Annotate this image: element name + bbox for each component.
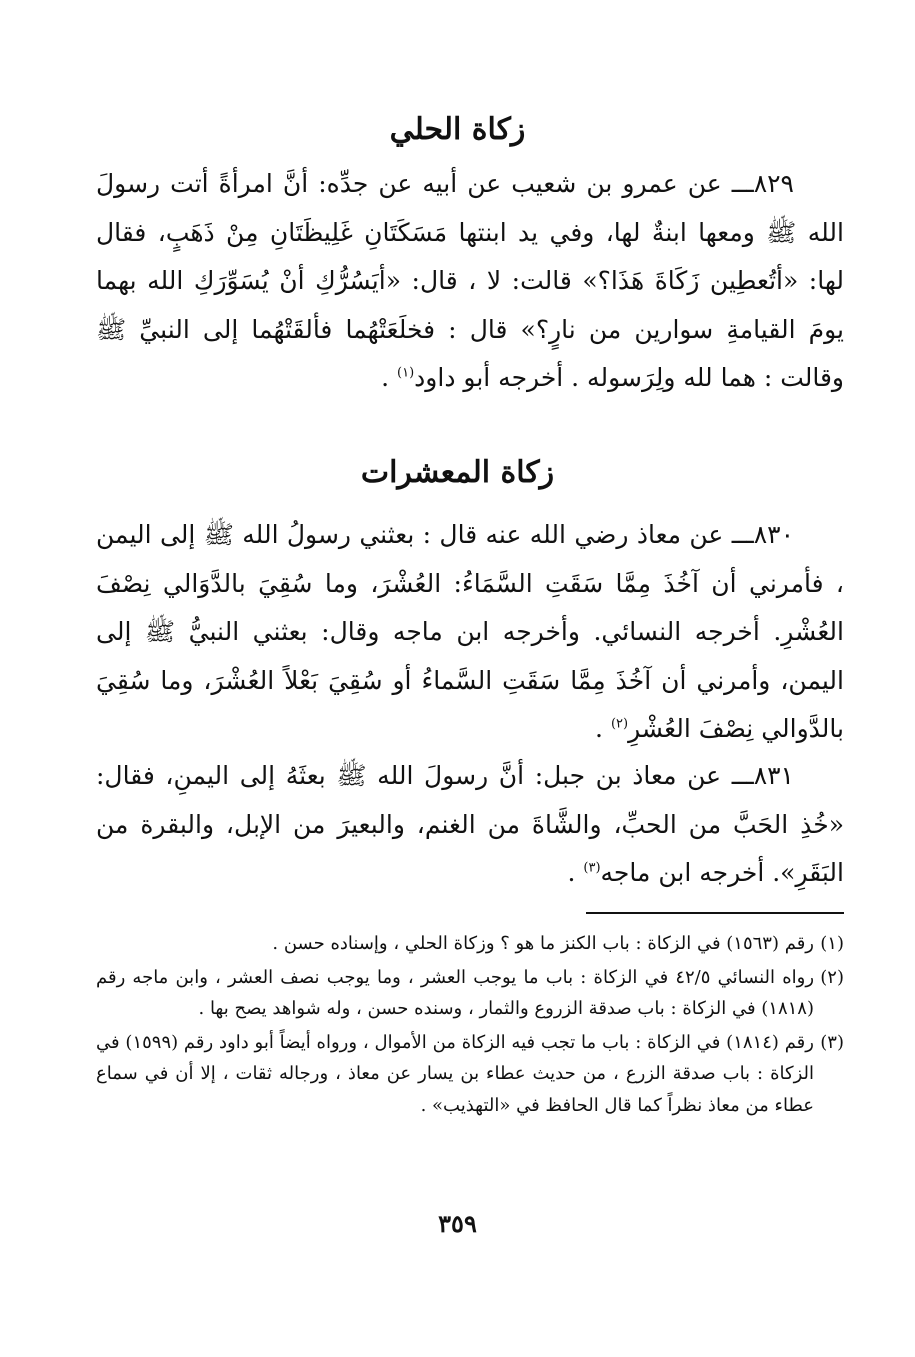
footnote-text: رواه النسائي ٤٢/٥ في الزكاة : باب ما يوجب العشر ، وما يوجب نصف العشر ، وابن ماجه رقم (١٨١٨) في الزكاة : باب صدقة الزروع والثمار ، وسنده حسن ، وله شواهد يصح بها . bbox=[96, 966, 815, 1019]
hadith-number: ٨٣٠ـــ bbox=[731, 520, 795, 549]
footnote-divider bbox=[586, 912, 844, 914]
footnote-ref: (١) bbox=[397, 365, 415, 381]
footnotes bbox=[96, 928, 844, 1123]
hadith-number: ٨٢٩ـــ bbox=[731, 169, 794, 198]
footnote-number: (٣) bbox=[820, 1031, 844, 1053]
hadith-text: عن معاذ بن جبل: أنَّ رسولَ الله ﷺ بعثَهُ إلى اليمنِ، فقال: «خُذِ الحَبَّ من الحبِّ، والشَّاةَ من الغنم، والبعيرَ من الإبل، والبقرة من البَقَرِ». أخرجه ابن ماجه bbox=[96, 761, 844, 887]
footnote-number: (٢) bbox=[820, 966, 844, 988]
footnote-number: (١) bbox=[820, 933, 844, 954]
footnote-1 bbox=[96, 928, 844, 960]
footnote-text: رقم (١٨١٤) في الزكاة : باب ما تجب فيه الزكاة من الأموال ، ورواه أيضاً أبو داود رقم (١٥٩٩) في الزكاة : باب صدقة الزرع ، من حديث عطاء بن يسار عن معاذ ، ورجاله ثقات ، إلا أن في سماع عطاء من معاذ نظراً كما قال الحافظ في «التهذيب» . bbox=[96, 1031, 814, 1116]
footnote-3 bbox=[96, 1027, 844, 1122]
section-heading-jewelry-zakat: زكاة الحلي bbox=[389, 112, 526, 147]
hadith-end: . bbox=[595, 714, 611, 743]
page-number: ٣٥٩ bbox=[438, 1209, 477, 1238]
hadith-number: ٨٣١ـــ bbox=[731, 761, 794, 790]
hadith-end: . bbox=[381, 363, 398, 392]
section-heading-tithe-zakat: زكاة المعشرات bbox=[360, 455, 555, 490]
hadith-830 bbox=[96, 511, 844, 754]
footnote-2 bbox=[96, 962, 844, 1025]
hadith-829 bbox=[96, 160, 844, 403]
hadith-text: عن معاذ رضي الله عنه قال : بعثني رسولُ الله ﷺ إلى اليمن ، فأمرني أن آخُذَ مِمَّا سَقَتِ السَّمَاءُ: العُشْرَ، وما سُقِيَ بالدَّوَالي نِصْفَ العُشْرِ. أخرجه النسائي. وأخرجه ابن ماجه وقال: بعثني النبيُّ ﷺ إلى اليمن، وأمرني أن آخُذَ مِمَّا سَقَتِ السَّماءُ أو سُقِيَ بَعْلاً العُشْرَ، وما سُقِيَ بالدَّوالي نِصْفَ العُشْرِ bbox=[96, 520, 844, 743]
footnote-ref: (٣) bbox=[583, 860, 601, 876]
hadith-831 bbox=[96, 752, 844, 898]
hadith-end: . bbox=[567, 858, 584, 887]
footnote-ref: (٢) bbox=[610, 716, 629, 732]
hadith-text: عن عمرو بن شعيب عن أبيه عن جدِّه: أنَّ امرأةً أتت رسولَ الله ﷺ ومعها ابنةٌ لها، وفي يد ابنتها مَسَكَتَانِ غَلِيظَتَانِ مِنْ ذَهَبٍ، فقال لها: «أتُعطِين زَكَاةَ هَذَا؟» قالت: لا ، قال: «أيَسُرُّكِ أنْ يُسَوِّرَكِ الله بهما يومَ القيامةِ سوارين من نارٍ؟» قال : فخلَعَتْهُما فألقَتْهُما إلى النبيِّ ﷺ وقالت : هما لله ولِرَسوله . أخرجه أبو داود bbox=[96, 169, 844, 392]
footnote-text: رقم (١٥٦٣) في الزكاة : باب الكنز ما هو ؟ وزكاة الحلي ، وإسناده حسن . bbox=[272, 933, 814, 954]
